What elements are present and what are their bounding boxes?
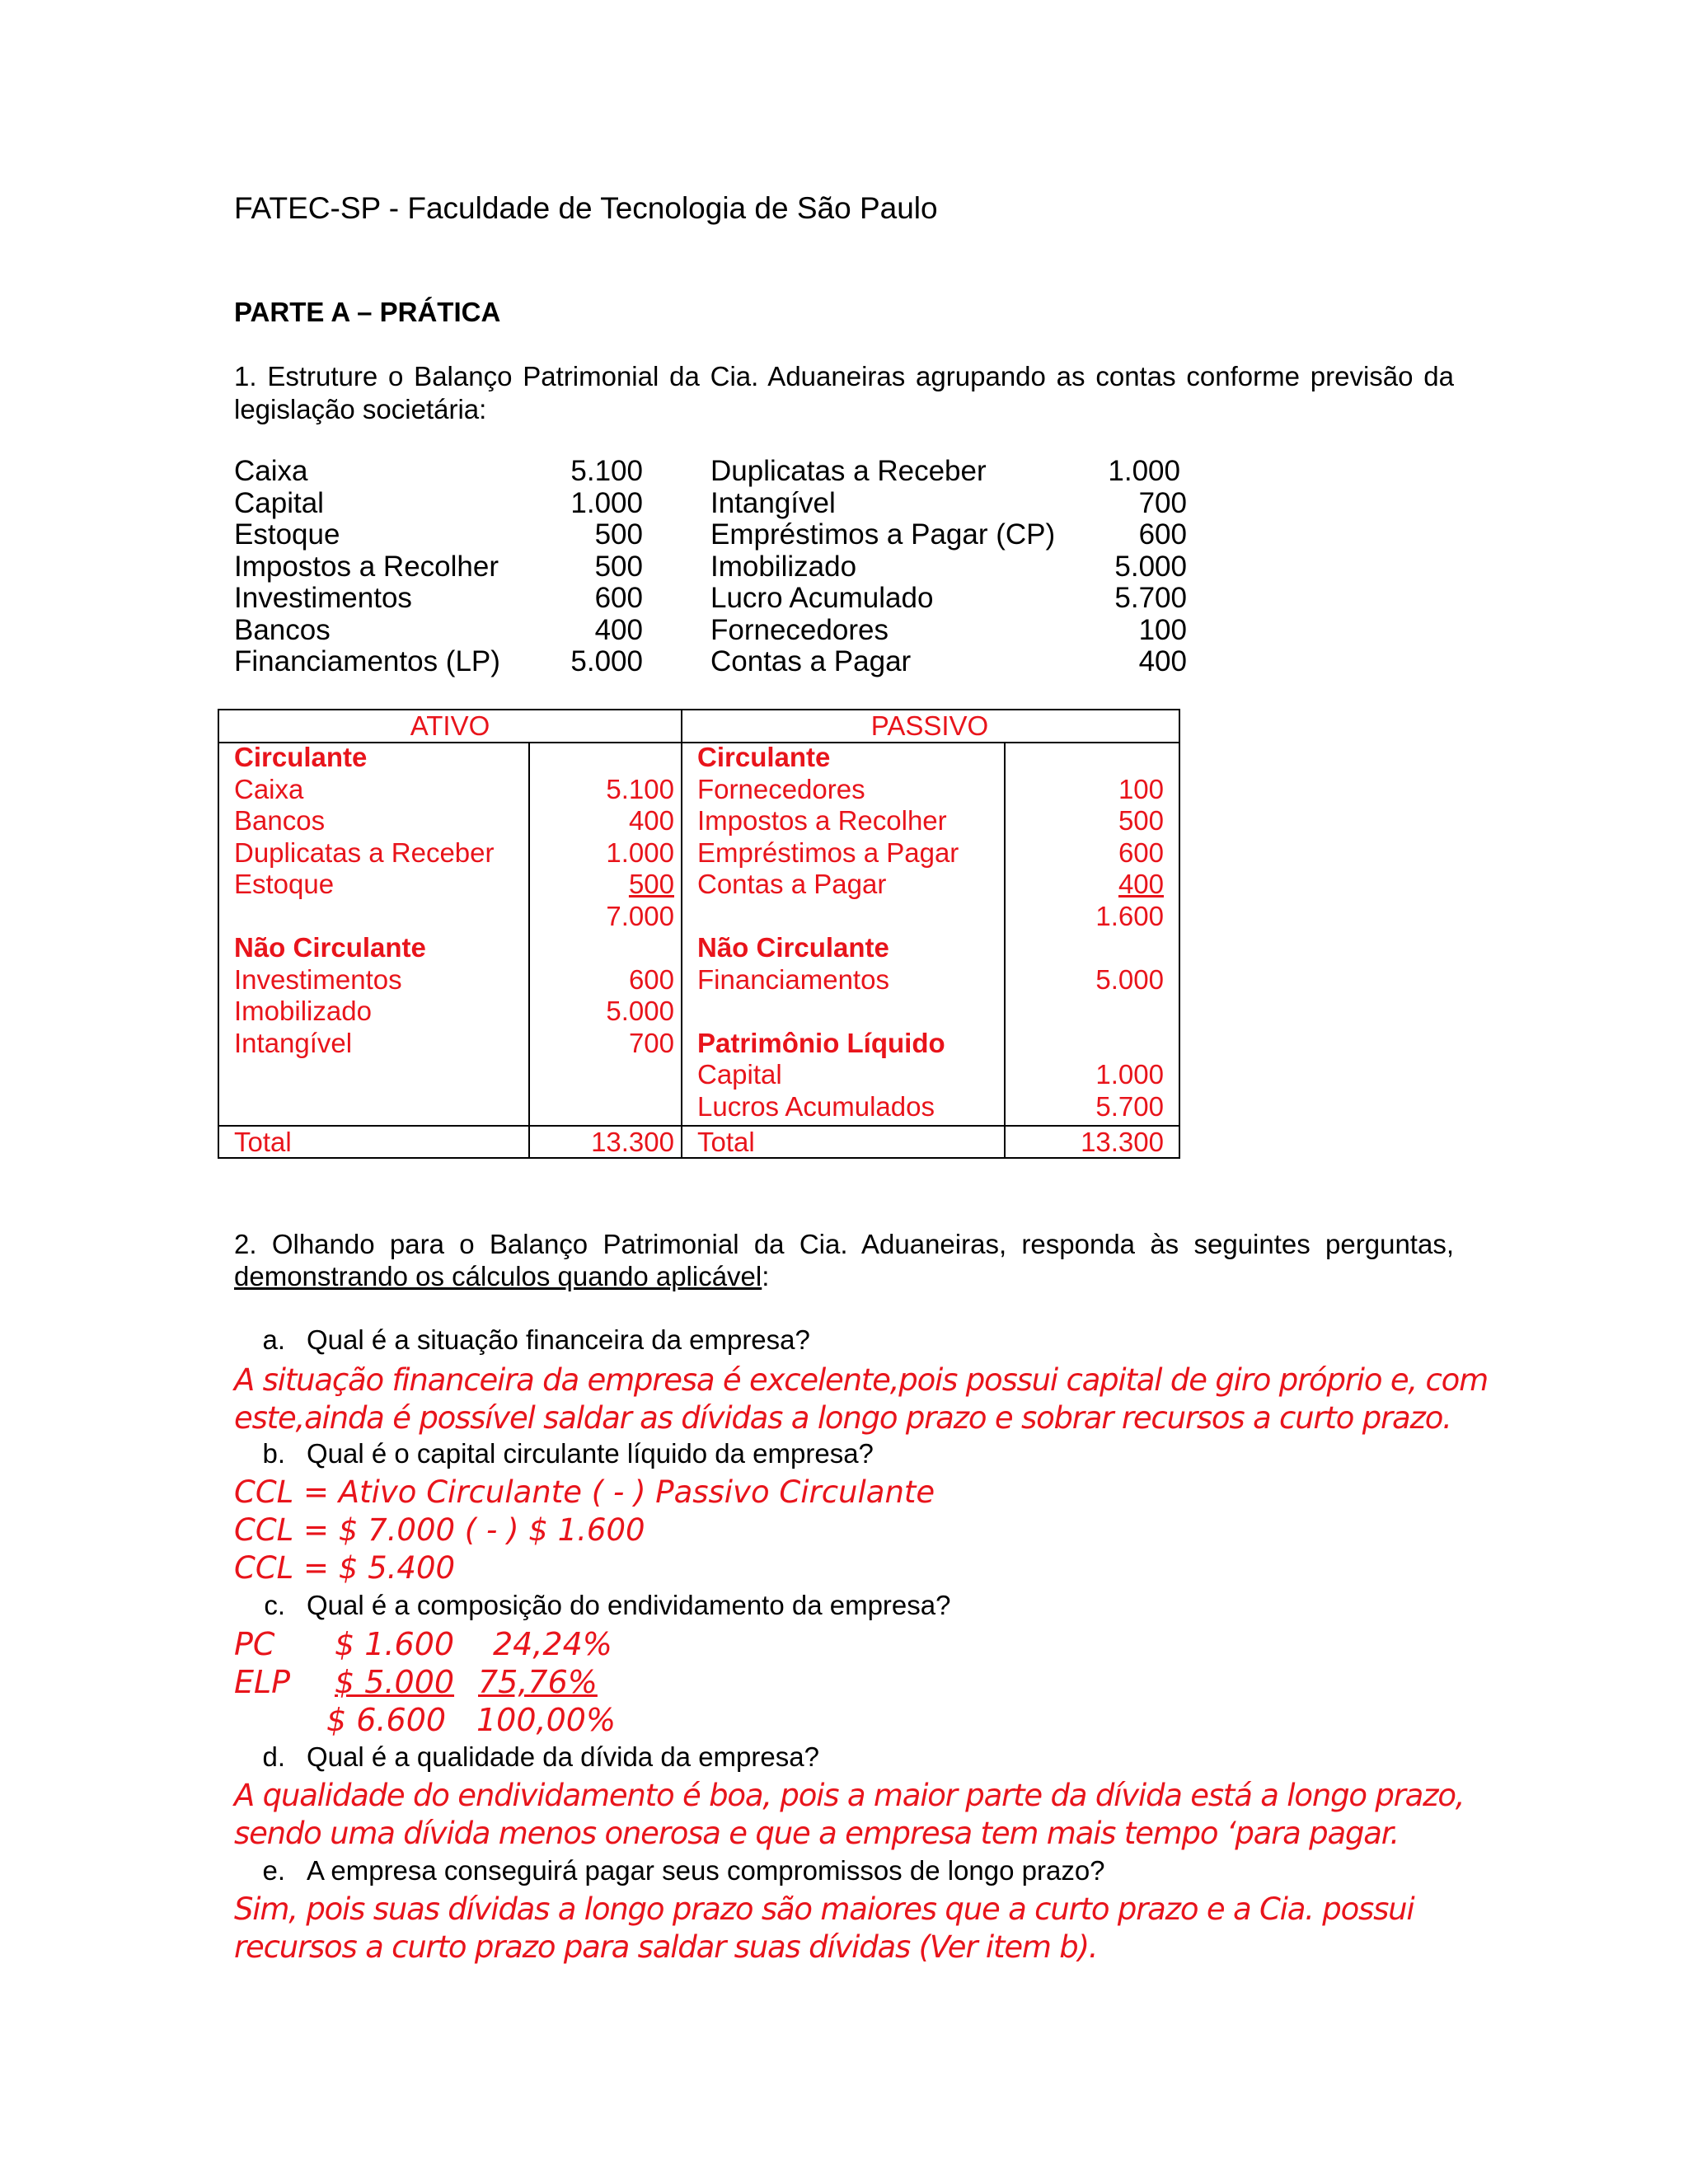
institution-header: FATEC-SP - Faculdade de Tecnologia de São Paulo — [234, 191, 938, 225]
answer-e-line: Sim, pois suas dívidas a longo prazo são maiores que a curto prazo e a Cia. possui — [234, 1891, 1414, 1927]
answer-b-line: CCL = Ativo Circulante ( - ) Passivo Circulante — [234, 1474, 935, 1510]
account-name: Empréstimos a Pagar (CP) — [710, 518, 1056, 551]
debt-composition — [234, 1625, 811, 1741]
ativo-item-value: 400 — [628, 805, 674, 836]
ativo-item-value: 1.000 — [606, 837, 674, 868]
account-name: Estoque — [234, 518, 340, 551]
account-row — [710, 551, 1187, 583]
accounts-list-right — [710, 456, 1187, 678]
answer-a-line: este,ainda é possível saldar as dívidas a longo prazo e sobrar recursos a curto prazo. — [234, 1400, 1451, 1436]
account-name: Bancos — [234, 613, 331, 646]
ativo-item-name: Investimentos — [234, 964, 402, 995]
passivo-item-value: 100 — [1118, 774, 1164, 804]
account-value: 700 — [1138, 486, 1187, 519]
account-row — [234, 615, 643, 647]
question-text: Qual é a situação financeira da empresa? — [307, 1324, 810, 1355]
account-name: Imobilizado — [710, 550, 857, 583]
account-name: Intangível — [710, 486, 836, 519]
ativo-item-name: Intangível — [234, 1028, 353, 1058]
question-text: A empresa conseguirá pagar seus compromissos de longo prazo? — [307, 1855, 1105, 1886]
question-2-colon: : — [762, 1261, 770, 1291]
ativo-item-name: Bancos — [234, 805, 326, 836]
ativo-item-name: Caixa — [234, 774, 304, 804]
ativo-item-value: 700 — [628, 1028, 674, 1058]
question-letter: d. — [262, 1741, 285, 1772]
account-name: Impostos a Recolher — [234, 550, 499, 583]
ativo-total-value: 13.300 — [591, 1127, 674, 1157]
question-2-intro: 2. Olhando para o Balanço Patrimonial da Cia. Aduaneiras, responda às seguintes perguntas, — [234, 1229, 1454, 1259]
passivo-item-name: Capital — [697, 1059, 782, 1090]
passivo-circulante-label: Circulante — [697, 742, 831, 772]
account-value: 400 — [594, 613, 643, 646]
ativo-item-name: Imobilizado — [234, 996, 372, 1026]
ativo-item-value: 600 — [628, 964, 674, 995]
question-1-text: 1. Estruture o Balanço Patrimonial da Cia. Aduaneiras agrupando as contas conforme previsão da legislação societária: — [234, 361, 1454, 424]
account-name: Duplicatas a Receber — [710, 455, 987, 487]
debt-label: PC — [234, 1626, 275, 1662]
account-value: 5.100 — [570, 455, 643, 487]
account-value: 100 — [1138, 613, 1187, 646]
account-name: Investimentos — [234, 582, 412, 614]
debt-total-percent: 100,00% — [476, 1702, 617, 1738]
debt-label: ELP — [234, 1664, 291, 1700]
column-divider — [681, 710, 682, 1157]
answer-b-line: CCL = $ 5.400 — [234, 1550, 456, 1586]
debt-amount: $ 5.000 — [335, 1664, 455, 1700]
passivo-item-value: 1.000 — [1095, 1059, 1164, 1090]
column-divider — [528, 742, 530, 1157]
account-name: Contas a Pagar — [710, 645, 912, 677]
account-value: 500 — [594, 518, 643, 551]
passivo-item-value: 400 — [1118, 869, 1164, 899]
question-letter: a. — [262, 1324, 285, 1355]
passivo-item-name: Lucros Acumulados — [697, 1091, 935, 1122]
passivo-header: PASSIVO — [870, 710, 989, 741]
question-text: Qual é o capital circulante líquido da empresa? — [307, 1438, 874, 1469]
account-row — [710, 583, 1187, 615]
question-b — [234, 1437, 874, 1470]
section-title: PARTE A – PRÁTICA — [234, 297, 501, 327]
passivo-total-label: Total — [697, 1127, 755, 1157]
account-value: 600 — [594, 582, 643, 614]
question-letter: c. — [264, 1590, 285, 1620]
ativo-header: ATIVO — [410, 710, 490, 741]
ativo-total-label: Total — [234, 1127, 292, 1157]
account-row — [234, 519, 643, 551]
passivo-item-value: 5.000 — [1095, 964, 1164, 995]
question-d — [234, 1741, 819, 1774]
ativo-item-name: Duplicatas a Receber — [234, 837, 495, 868]
passivo-item-name: Contas a Pagar — [697, 869, 887, 899]
answer-e-line: recursos a curto prazo para saldar suas dívidas (Ver item b). — [234, 1929, 1098, 1965]
answer-b-line: CCL = $ 7.000 ( - ) $ 1.600 — [234, 1512, 645, 1548]
account-row — [710, 456, 1187, 488]
account-value: 500 — [594, 550, 643, 583]
question-c — [234, 1589, 950, 1622]
question-2-text — [234, 1228, 1454, 1292]
passivo-item-value: 500 — [1118, 805, 1164, 836]
ativo-item-name: Estoque — [234, 869, 335, 899]
account-name: Fornecedores — [710, 613, 889, 646]
debt-percent: 75,76% — [478, 1664, 598, 1700]
patrimonio-liquido-label: Patrimônio Líquido — [697, 1028, 945, 1058]
answer-d-line: sendo uma dívida menos onerosa e que a empresa tem mais tempo ‘para pagar. — [234, 1816, 1399, 1851]
passivo-item-name: Impostos a Recolher — [697, 805, 947, 836]
question-text: Qual é a composição do endividamento da empresa? — [307, 1590, 951, 1620]
account-value: 5.000 — [1114, 550, 1187, 583]
accounts-list-left — [234, 456, 643, 678]
account-row — [234, 583, 643, 615]
ativo-item-value: 5.000 — [606, 996, 674, 1026]
account-row — [234, 551, 643, 583]
ativo-item-value: 500 — [628, 869, 674, 899]
ativo-circulante-label: Circulante — [234, 742, 368, 772]
passivo-item-value: 600 — [1118, 837, 1164, 868]
passivo-total-value: 13.300 — [1081, 1127, 1164, 1157]
account-name: Capital — [234, 486, 324, 519]
account-row — [710, 615, 1187, 647]
account-value: 400 — [1138, 645, 1187, 677]
question-2-emphasis: demonstrando os cálculos quando aplicável — [234, 1261, 762, 1291]
account-value: 600 — [1138, 518, 1187, 551]
passivo-item-name: Fornecedores — [697, 774, 865, 804]
question-a — [234, 1324, 810, 1357]
account-name: Lucro Acumulado — [710, 582, 934, 614]
passivo-item-name: Empréstimos a Pagar — [697, 837, 959, 868]
account-row — [234, 456, 643, 488]
account-value: 1.000 — [1108, 455, 1180, 487]
debt-percent: 24,24% — [493, 1626, 612, 1662]
question-e — [234, 1854, 1105, 1887]
ativo-nao-circulante-label: Não Circulante — [234, 932, 426, 963]
account-value: 5.700 — [1114, 582, 1187, 614]
passivo-item-value: 5.700 — [1095, 1091, 1164, 1122]
account-row — [710, 488, 1187, 520]
account-value: 1.000 — [570, 486, 643, 519]
column-divider — [1004, 742, 1006, 1157]
account-row — [234, 646, 643, 678]
account-name: Caixa — [234, 455, 308, 487]
balance-sheet-table — [218, 709, 1180, 1159]
answer-d-line: A qualidade do endividamento é boa, pois a maior parte da dívida está a longo prazo, — [234, 1778, 1465, 1813]
account-row — [710, 646, 1187, 678]
passivo-item-name: Financiamentos — [697, 964, 889, 995]
account-name: Financiamentos (LP) — [234, 645, 500, 677]
debt-total-amount: $ 6.600 — [326, 1702, 447, 1738]
question-letter: e. — [262, 1855, 285, 1886]
question-text: Qual é a qualidade da dívida da empresa? — [307, 1741, 819, 1772]
passivo-nao-circulante-label: Não Circulante — [697, 932, 889, 963]
account-row — [710, 519, 1187, 551]
account-row — [234, 488, 643, 520]
ativo-circulante-subtotal: 7.000 — [606, 901, 674, 931]
account-value: 5.000 — [570, 645, 643, 677]
debt-amount: $ 1.600 — [335, 1626, 455, 1662]
ativo-item-value: 5.100 — [606, 774, 674, 804]
passivo-circulante-subtotal: 1.600 — [1095, 901, 1164, 931]
answer-a-line: A situação financeira da empresa é excelente,pois possui capital de giro próprio e, com — [234, 1362, 1488, 1398]
question-letter: b. — [262, 1438, 285, 1469]
